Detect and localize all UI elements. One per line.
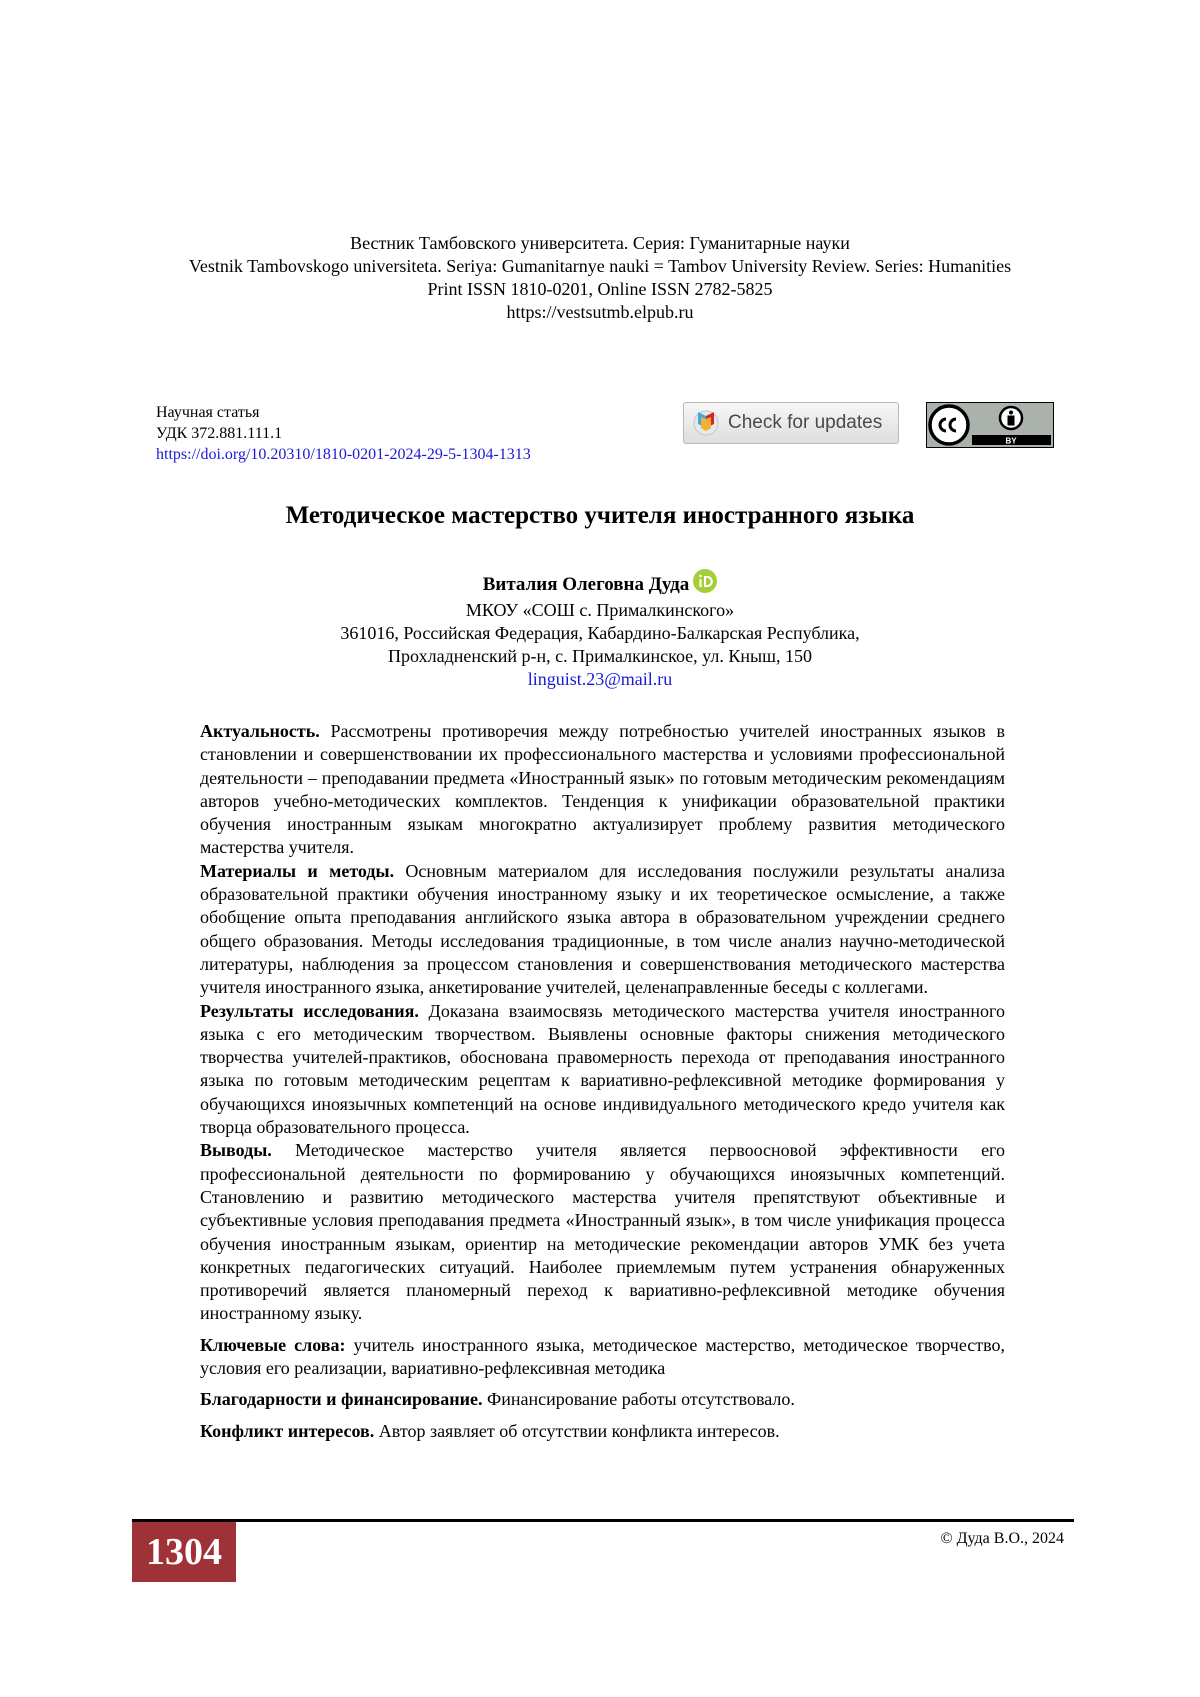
author-block	[0, 569, 1200, 691]
author-address-line2: Прохладненский р-н, с. Прималкинское, ул. Кныш, 150	[388, 646, 812, 666]
funding-text: Финансирование работы отсутствовало.	[482, 1389, 795, 1410]
keywords	[200, 1334, 1005, 1381]
results-label: Результаты исследования.	[200, 1000, 419, 1021]
methods-text: Основным материалом для исследования послужили результаты анализа образовательной практики обучения иностранному языку и их теоретическое осмысление, а также обобщение опыта преподавания английского языка автора в образовательном учреждении среднего общего образования. Методы исследования традиционные, в том числе анализ научно-методической литературы, наблюдения за процессом становления и совершенствования методического мастерства учителя иностранного языка, анкетирование учителей, целенаправленные беседы с коллегами.	[200, 860, 1005, 998]
article-type: Научная статья	[156, 404, 260, 421]
footer-divider	[132, 1519, 1074, 1522]
keywords-label: Ключевые слова:	[200, 1334, 346, 1355]
abstract-conclusions	[200, 1139, 1005, 1325]
copyright: © Дуда В.О., 2024	[940, 1530, 1064, 1547]
crossmark-icon	[692, 408, 720, 438]
conflict-of-interest	[200, 1420, 1005, 1443]
funding	[200, 1388, 1005, 1411]
funding-label: Благодарности и финансирование.	[200, 1389, 483, 1410]
journal-title-en: Vestnik Tambovskogo universiteta. Seriya: Gumanitarnye nauki = Tambov University Review. Series: Humanities	[188, 256, 1012, 276]
keywords-text: учитель иностранного языка, методическое мастерство, методическое творчество, условия его реализации, вариативно-рефлексивная методика	[200, 1334, 1005, 1379]
abstract-methods	[200, 860, 1005, 1000]
journal-header	[0, 232, 1200, 324]
conflict-text: Автор заявляет об отсутствии конфликта интересов.	[374, 1420, 780, 1441]
orcid-icon[interactable]	[693, 569, 717, 599]
conclusions-label: Выводы.	[200, 1140, 272, 1161]
author-address-line1: 361016, Российская Федерация, Кабардино-Балкарская Республика,	[340, 623, 860, 643]
methods-label: Материалы и методы.	[200, 860, 395, 881]
cc-by-icon[interactable]	[926, 402, 1054, 453]
check-for-updates-button[interactable]	[683, 402, 899, 444]
abstract	[200, 720, 1005, 1443]
journal-title-ru: Вестник Тамбовского университета. Серия: Гуманитарные науки	[350, 233, 850, 253]
conflict-label: Конфликт интересов.	[200, 1420, 375, 1441]
article-title: Методическое мастерство учителя иностранного языка	[285, 502, 915, 529]
journal-url[interactable]: https://vestsutmb.elpub.ru	[506, 302, 694, 322]
author-email[interactable]: linguist.23@mail.ru	[527, 669, 673, 689]
abstract-results	[200, 1000, 1005, 1140]
relevance-text: Рассмотрены противоречия между потребностью учителей иностранных языков в становлении и совершенствовании их профессионального мастерства и условиями профессиональной деятельности – преподавании предмета «Иностранный язык» по готовым методическим рекомендациям авторов учебно-методических комплектов. Тенденция к унификации образовательной практики обучения иностранным языкам многократно актуализирует проблему развития методического мастерства учителя.	[200, 721, 1005, 858]
abstract-relevance	[200, 720, 1005, 860]
check-for-updates-label: Check for updates	[728, 412, 883, 433]
doi-link[interactable]: https://doi.org/10.20310/1810-0201-2024-29-5-1304-1313	[156, 446, 531, 463]
cc-by-label: BY	[1005, 436, 1017, 446]
results-text: Доказана взаимосвязь методического мастерства учителя иностранного языка с его методическим творчеством. Выявлены основные факторы снижения методического творчества учителей-практиков, обоснована правомерность перехода от преподавания иностранного языка по готовым методическим рецептам к вариативно-рефлексивной методике формирования у обучающихся иноязычных компетенций на основе индивидуального методического кредо учителя как творца образовательного процесса.	[200, 1000, 1005, 1138]
conclusions-text: Методическое мастерство учителя является первоосновой эффективности его профессиональной деятельности по формированию у обучающихся иноязычных компетенций. Становлению и развитию методического мастерства учителя препятствуют объективные и субъективные условия преподавания предмета «Иностранный язык», в том числе унификация процесса обучения иностранным языкам, ориентир на методические рекомендации авторов УМК без учета конкретных педагогических ситуаций. Наиболее приемлемым путем устранения обнаруженных противоречий является планомерный переход к вариативно-рефлексивной методике обучения иностранному языку.	[200, 1140, 1005, 1324]
page-number: 1304	[132, 1522, 236, 1582]
relevance-label: Актуальность.	[200, 721, 320, 741]
udk-code: УДК 372.881.111.1	[156, 425, 283, 442]
author-name: Виталия Олеговна Дуда	[482, 574, 690, 595]
journal-issn: Print ISSN 1810-0201, Online ISSN 2782-5825	[427, 279, 773, 299]
article-meta	[156, 402, 531, 465]
author-affiliation: МКОУ «СОШ с. Прималкинского»	[465, 600, 735, 620]
